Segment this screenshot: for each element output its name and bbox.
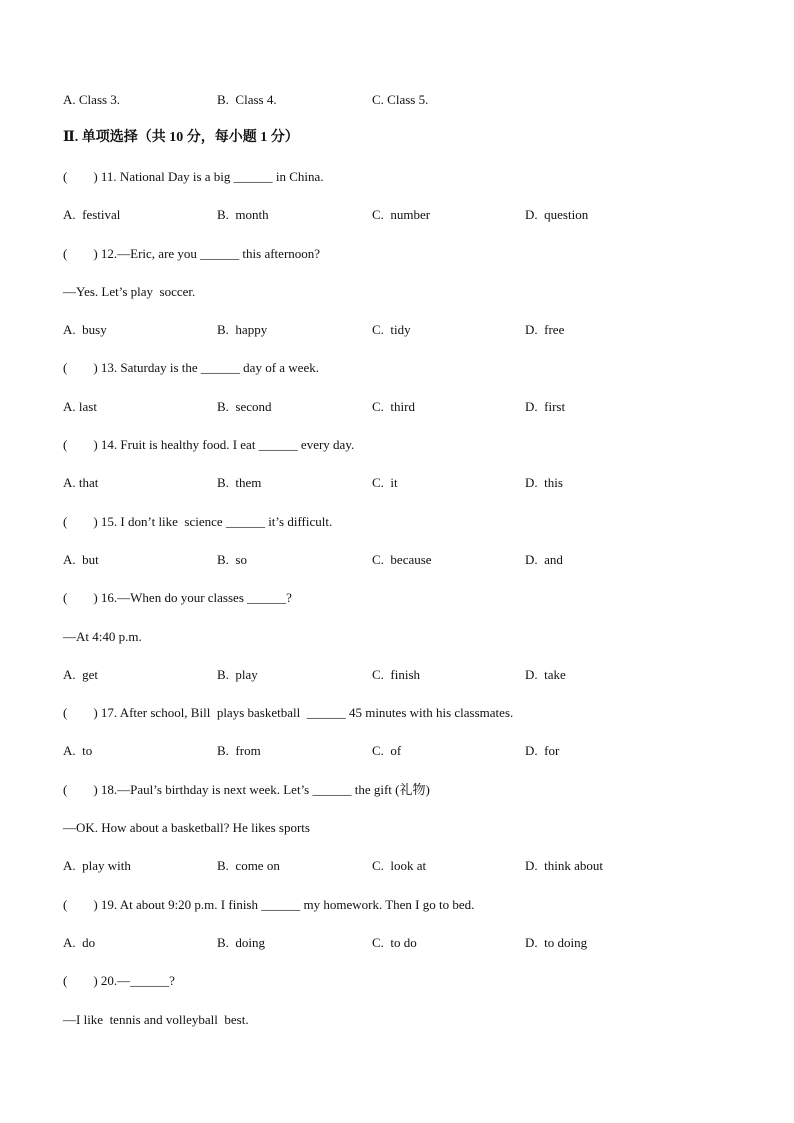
option-a: A. get [63, 667, 99, 682]
question-17-stem: ( ) 17. After school, Bill plays basketball ______ 45 minutes with his classmates. [63, 705, 514, 720]
question-15-stem: ( ) 15. I don’t like science ______ it’s difficult. [63, 514, 333, 529]
option-a: A. Class 3. [63, 92, 121, 107]
option-a: A. last [63, 399, 97, 414]
option-c: C. to do [372, 935, 417, 950]
option-a: A. that [63, 475, 99, 490]
option-b: B. come on [217, 858, 280, 873]
option-b: B. so [217, 552, 247, 567]
option-b: B. them [217, 475, 262, 490]
option-d: D. free [525, 322, 565, 337]
option-d: D. for [525, 743, 560, 758]
question-11-stem: ( ) 11. National Day is a big ______ in China. [63, 169, 324, 184]
option-d: D. this [525, 475, 563, 490]
option-c: C. third [372, 399, 415, 414]
question-16-stem: ( ) 16.—When do your classes ______? [63, 590, 292, 605]
question-16-reply: —At 4:40 p.m. [63, 629, 142, 644]
option-b: B. month [217, 207, 269, 222]
option-d: D. think about [525, 858, 603, 873]
question-12-reply: —Yes. Let’s play soccer. [63, 284, 196, 299]
option-b: B. happy [217, 322, 268, 337]
option-d: D. first [525, 399, 566, 414]
section-heading: Ⅱ. 单项选择（共 10 分，每小题 1 分） [63, 130, 299, 145]
option-b: B. play [217, 667, 258, 682]
option-c: C. Class 5. [372, 92, 429, 107]
option-c: C. look at [372, 858, 427, 873]
option-c: C. of [372, 743, 402, 758]
question-18-stem: ( ) 18.—Paul’s birthday is next week. Let’s ______ the gift (礼物) [63, 782, 430, 797]
option-a: A. to [63, 743, 93, 758]
option-a: A. festival [63, 207, 121, 222]
question-13-stem: ( ) 13. Saturday is the ______ day of a week. [63, 360, 319, 375]
option-b: B. second [217, 399, 272, 414]
option-d: D. take [525, 667, 566, 682]
option-c: C. because [372, 552, 432, 567]
question-18-reply: —OK. How about a basketball? He likes sports [63, 820, 310, 835]
question-12-stem: ( ) 12.—Eric, are you ______ this afternoon? [63, 246, 321, 261]
option-d: D. question [525, 207, 589, 222]
option-b: B. Class 4. [217, 92, 277, 107]
option-b: B. from [217, 743, 261, 758]
question-14-stem: ( ) 14. Fruit is healthy food. I eat ______ every day. [63, 437, 355, 452]
question-20-reply: —I like tennis and volleyball best. [63, 1012, 249, 1027]
option-c: C. number [372, 207, 431, 222]
option-c: C. it [372, 475, 398, 490]
option-a: A. play with [63, 858, 131, 873]
option-a: A. busy [63, 322, 107, 337]
option-c: C. tidy [372, 322, 411, 337]
option-b: B. doing [217, 935, 266, 950]
option-a: A. do [63, 935, 96, 950]
option-c: C. finish [372, 667, 421, 682]
option-a: A. but [63, 552, 99, 567]
question-20-stem: ( ) 20.—______? [63, 973, 175, 988]
option-d: D. and [525, 552, 563, 567]
question-19-stem: ( ) 19. At about 9:20 p.m. I finish ______ my homework. Then I go to bed. [63, 897, 475, 912]
option-d: D. to doing [525, 935, 588, 950]
